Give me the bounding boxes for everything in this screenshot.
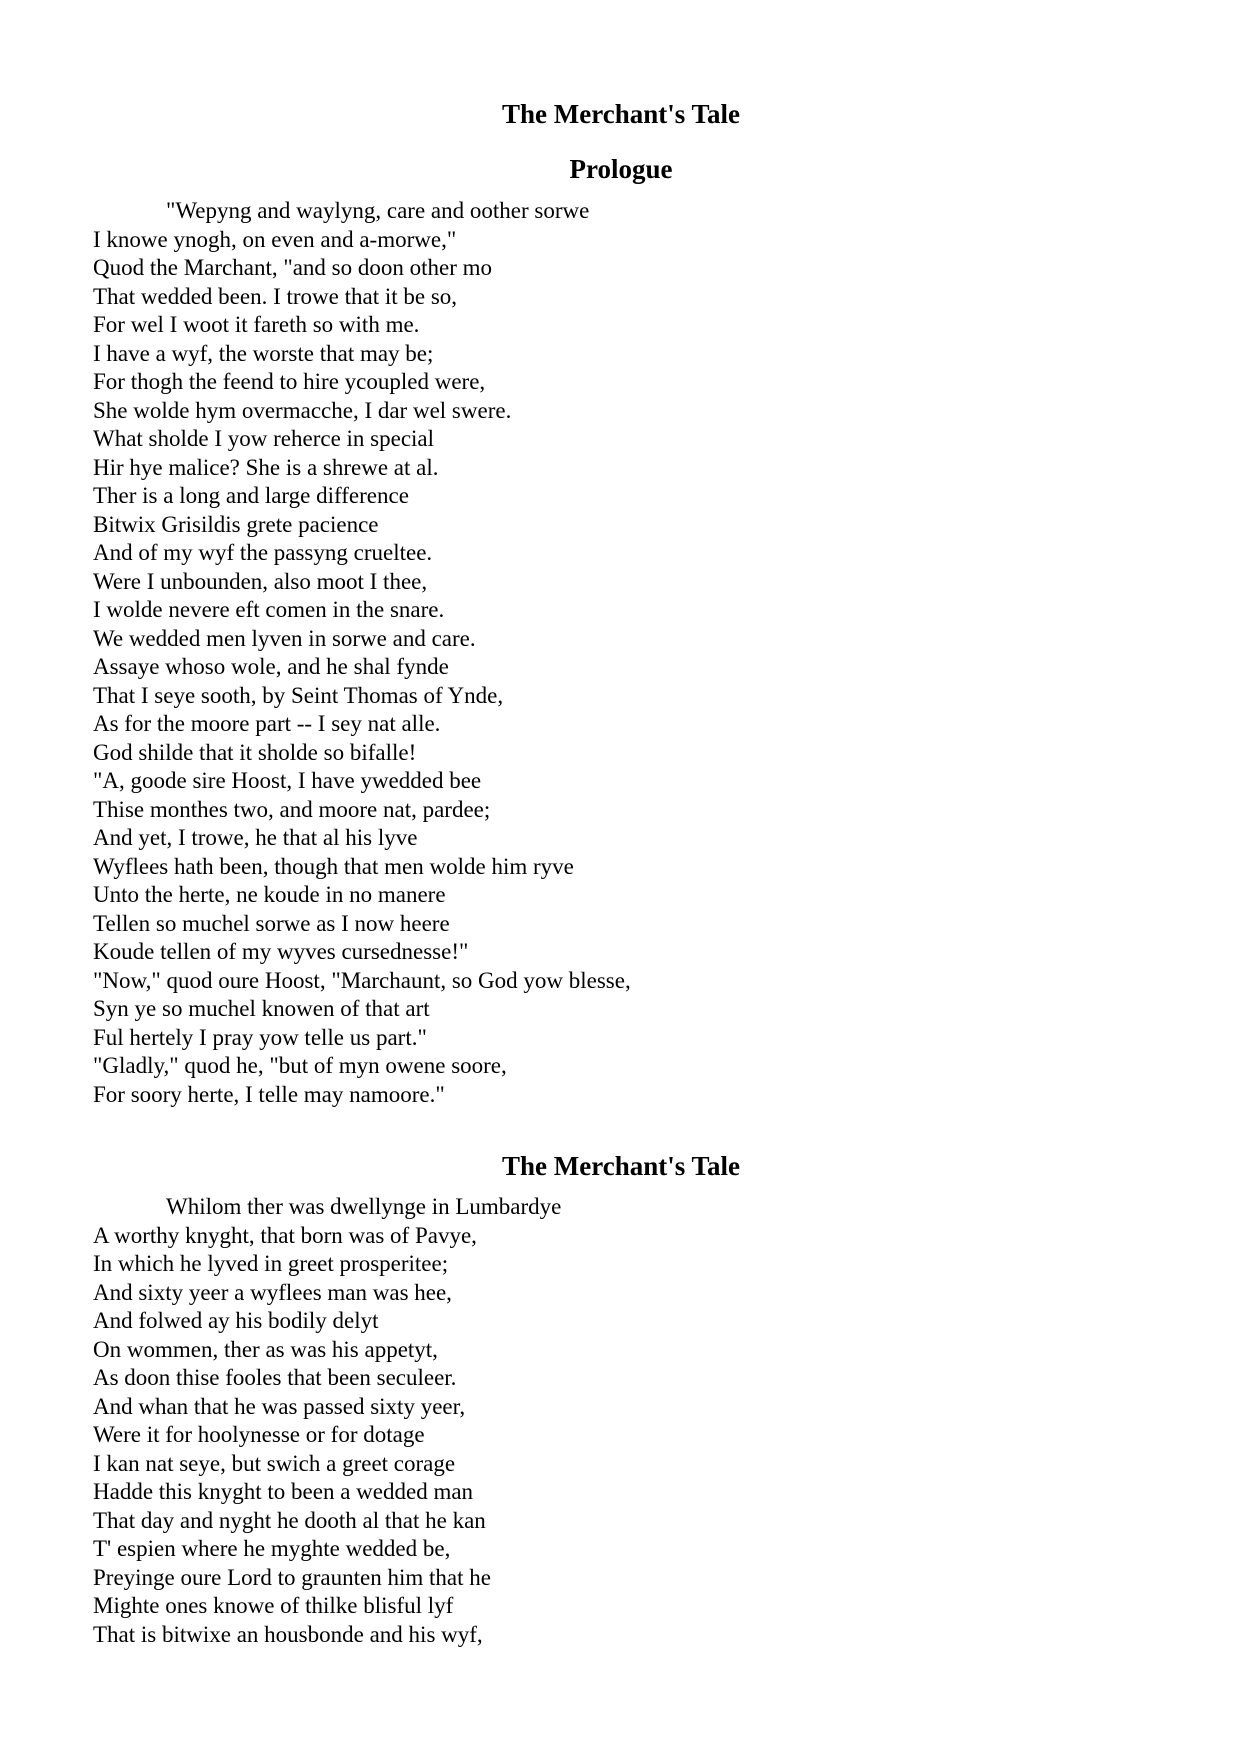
verse-line: For soory herte, I telle may namoore.": [93, 1081, 445, 1107]
verse-line: Bitwix Grisildis grete pacience: [93, 511, 379, 537]
document-title: The Merchant's Tale: [501, 99, 741, 129]
verse-line: "Gladly," quod he, "but of myn owene soore,: [93, 1053, 507, 1078]
prologue-heading: Prologue: [569, 154, 673, 184]
verse-line: On wommen, ther as was his appetyt,: [93, 1336, 438, 1362]
verse-line: Tellen so muchel sorwe as I now heere: [93, 910, 450, 936]
verse-line: Ful hertely I pray yow telle us part.": [93, 1024, 427, 1050]
verse-line: "Now," quod oure Hoost, "Marchaunt, so God yow blesse,: [93, 967, 631, 993]
verse-line: In which he lyved in greet prosperitee;: [93, 1251, 449, 1276]
verse-line: What sholde I yow reherce in special: [93, 426, 435, 451]
verse-line: Ther is a long and large difference: [93, 483, 409, 508]
verse-line: I wolde nevere eft comen in the snare.: [93, 597, 445, 622]
verse-line: That wedded been. I trowe that it be so,: [93, 283, 458, 309]
verse-line: Assaye whoso wole, and he shal fynde: [93, 654, 449, 679]
verse-line: For wel I woot it fareth so with me.: [93, 312, 420, 337]
verse-line: Wyflees hath been, though that men wolde him ryve: [93, 853, 574, 879]
verse-line: We wedded men lyven in sorwe and care.: [93, 625, 476, 651]
verse-line: And folwed ay his bodily delyt: [93, 1308, 379, 1333]
verse-line: Quod the Marchant, "and so doon other mo: [93, 255, 493, 280]
tale-verse: [93, 1193, 1193, 1649]
verse-line: Hir hye malice? She is a shrewe at al.: [93, 454, 439, 480]
verse-line: That is bitwixe an housbonde and his wyf,: [93, 1621, 483, 1647]
prologue-verse: [93, 197, 1193, 1109]
verse-line: Hadde this knyght to been a wedded man: [93, 1479, 474, 1504]
verse-line: As doon thise fooles that been seculeer.: [93, 1365, 457, 1390]
verse-line: Unto the herte, ne koude in no manere: [93, 882, 446, 907]
tale-heading: The Merchant's Tale: [501, 1151, 741, 1181]
verse-line: I knowe ynogh, on even and a-morwe,": [93, 226, 457, 252]
verse-line: A worthy knyght, that born was of Pavye,: [93, 1222, 477, 1248]
verse-line: Koude tellen of my wyves cursednesse!": [93, 939, 469, 964]
verse-line: And whan that he was passed sixty yeer,: [93, 1393, 466, 1419]
verse-line: I have a wyf, the worste that may be;: [93, 340, 434, 366]
verse-line: She wolde hym overmacche, I dar wel swere.: [93, 397, 512, 423]
verse-line: T' espien where he myghte wedded be,: [93, 1536, 451, 1561]
verse-line: "Wepyng and waylyng, care and oother sorwe: [166, 198, 590, 223]
verse-line: God shilde that it sholde so bifalle!: [93, 739, 417, 765]
verse-line: Syn ye so muchel knowen of that art: [93, 996, 430, 1021]
verse-line: Whilom ther was dwellynge in Lumbardye: [166, 1194, 562, 1219]
verse-line: For thogh the feend to hire ycoupled were,: [93, 369, 486, 394]
verse-line: That day and nyght he dooth al that he kan: [93, 1507, 486, 1533]
verse-line: That I seye sooth, by Seint Thomas of Ynde,: [93, 682, 504, 708]
verse-line: Thise monthes two, and moore nat, pardee;: [93, 796, 491, 822]
verse-line: Were it for hoolynesse or for dotage: [93, 1422, 425, 1447]
verse-line: And yet, I trowe, he that al his lyve: [93, 825, 418, 850]
verse-line: As for the moore part -- I sey nat alle.: [93, 711, 441, 736]
verse-line: And of my wyf the passyng crueltee.: [93, 540, 433, 565]
verse-line: "A, goode sire Hoost, I have ywedded bee: [93, 768, 482, 793]
verse-line: I kan nat seye, but swich a greet corage: [93, 1450, 456, 1476]
verse-line: And sixty yeer a wyflees man was hee,: [93, 1279, 452, 1305]
verse-line: Preyinge oure Lord to graunten him that he: [93, 1564, 491, 1590]
verse-line: Were I unbounden, also moot I thee,: [93, 568, 428, 594]
verse-line: Mighte ones knowe of thilke blisful lyf: [93, 1593, 454, 1618]
